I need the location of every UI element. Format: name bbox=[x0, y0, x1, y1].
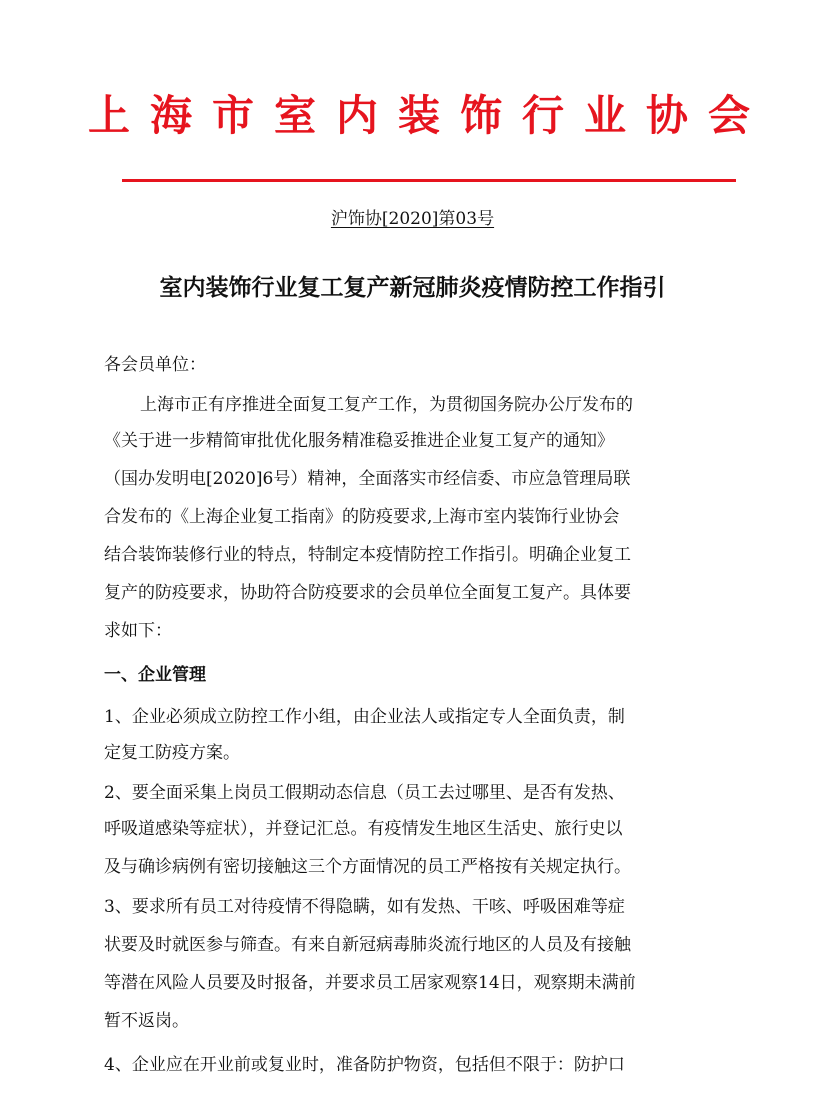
body-line: 等潜在风险人员要及时报备，并要求员工居家观察14日，观察期未满前 bbox=[104, 973, 636, 993]
body-line: 定复工防疫方案。 bbox=[104, 743, 240, 763]
body-line: 呼吸道感染等症状），并登记汇总。有疫情发生地区生活史、旅行史以 bbox=[104, 819, 623, 839]
body-line: （国办发明电[2020]6号）精神，全面落实市经信委、市应急管理局联 bbox=[104, 469, 631, 489]
body-line: 3、要求所有员工对待疫情不得隐瞒，如有发热、干咳、呼吸困难等症 bbox=[104, 897, 625, 917]
section-heading: 一、企业管理 bbox=[104, 665, 206, 685]
document-title: 室内装饰行业复工复产新冠肺炎疫情防控工作指引 bbox=[159, 275, 666, 301]
body-line: 合发布的《上海企业复工指南》的防疫要求,上海市室内装饰行业协会 bbox=[104, 507, 620, 527]
header-red-rule bbox=[122, 179, 736, 182]
body-line: 1、企业必须成立防控工作小组，由企业法人或指定专人全面负责，制 bbox=[104, 707, 625, 727]
body-line: 及与确诊病例有密切接触这三个方面情况的员工严格按有关规定执行。 bbox=[104, 857, 631, 877]
salutation: 各会员单位： bbox=[104, 355, 206, 375]
body-line: 求如下： bbox=[104, 621, 172, 641]
organization-header: 上海市室内装饰行业协会 bbox=[88, 91, 771, 140]
body-line: 结合装饰装修行业的特点，特制定本疫情防控工作指引。明确企业复工 bbox=[104, 545, 631, 565]
body-line: 4、企业应在开业前或复业时，准备防护物资，包括但不限于：防护口 bbox=[104, 1055, 625, 1075]
body-line: 《关于进一步精简审批优化服务精准稳妥推进企业复工复产的通知》 bbox=[104, 431, 614, 451]
body-line: 复产的防疫要求，协助符合防疫要求的会员单位全面复工复产。具体要 bbox=[104, 583, 631, 603]
body-line: 暂不返岗。 bbox=[104, 1011, 189, 1031]
body-line: 上海市正有序推进全面复工复产工作，为贯彻国务院办公厅发布的 bbox=[140, 395, 633, 415]
document-number: 沪饰协[2020]第03号 bbox=[330, 209, 495, 229]
body-line: 状要及时就医参与筛查。有来自新冠病毒肺炎流行地区的人员及有接触 bbox=[104, 935, 631, 955]
body-line: 2、要全面采集上岗员工假期动态信息（员工去过哪里、是否有发热、 bbox=[104, 783, 625, 803]
